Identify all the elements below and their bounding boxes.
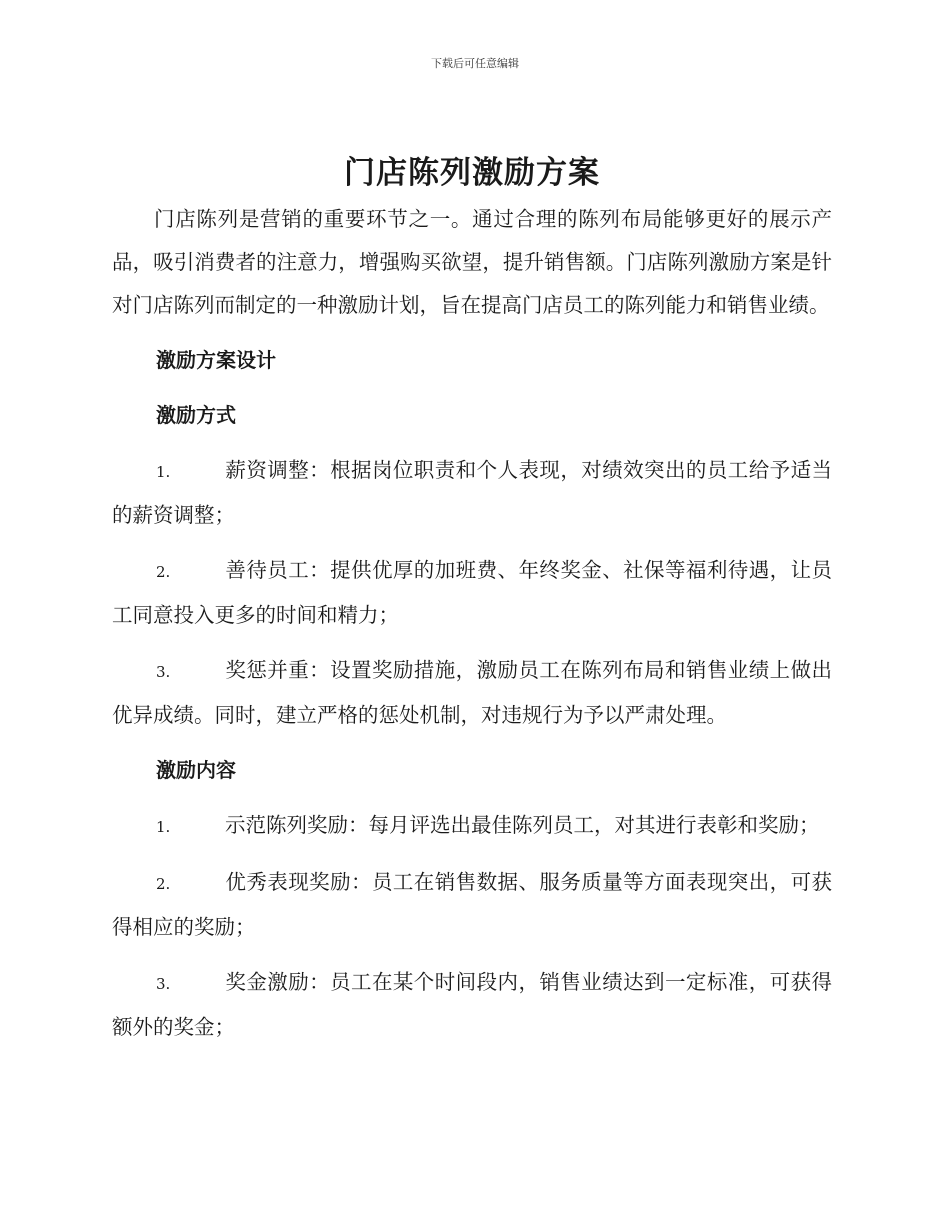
methods-item-1 — [112, 449, 832, 537]
header-note: 下载后可任意编辑 — [431, 57, 519, 70]
list-number: 2. — [156, 875, 171, 893]
list-number: 1. — [156, 818, 171, 836]
list-number: 1. — [156, 463, 171, 481]
document-title: 门店陈列激励方案 — [344, 155, 600, 191]
intro-paragraph: 门店陈列是营销的重要环节之一。通过合理的陈列布局能够更好的展示产品，吸引消费者的注意力，增强购买欲望，提升销售额。门店陈列激励方案是针对门店陈列而制定的一种激励计划，旨在提高门店员工的陈列能力和销售业绩。 — [112, 207, 832, 317]
contents-item-3 — [112, 961, 832, 1049]
section-heading-methods: 激励方式 — [156, 403, 236, 427]
contents-item-1 — [112, 804, 832, 849]
document-body — [112, 148, 832, 1049]
section-heading-design: 激励方案设计 — [156, 348, 276, 372]
list-item-text: 善待员工：提供优厚的加班费、年终奖金、社保等福利待遇，让员工同意投入更多的时间和精力； — [112, 558, 832, 627]
list-item-text: 薪资调整：根据岗位职责和个人表现，对绩效突出的员工给予适当的薪资调整； — [112, 458, 832, 527]
list-item-text: 奖金激励：员工在某个时间段内，销售业绩达到一定标准，可获得额外的奖金； — [112, 970, 832, 1039]
section-heading-content: 激励内容 — [156, 758, 236, 782]
list-item-text: 优秀表现奖励：员工在销售数据、服务质量等方面表现突出，可获得相应的奖励； — [112, 870, 832, 939]
list-number: 3. — [156, 663, 171, 681]
list-item-text: 奖惩并重：设置奖励措施，激励员工在陈列布局和销售业绩上做出优异成绩。同时，建立严格的惩处机制，对违规行为予以严肃处理。 — [112, 658, 832, 727]
list-item-text: 示范陈列奖励：每月评选出最佳陈列员工，对其进行表彰和奖励； — [225, 813, 820, 837]
list-number: 2. — [156, 563, 171, 581]
methods-item-3 — [112, 649, 832, 737]
methods-item-2 — [112, 549, 832, 637]
contents-item-2 — [112, 861, 832, 949]
list-number: 3. — [156, 975, 171, 993]
